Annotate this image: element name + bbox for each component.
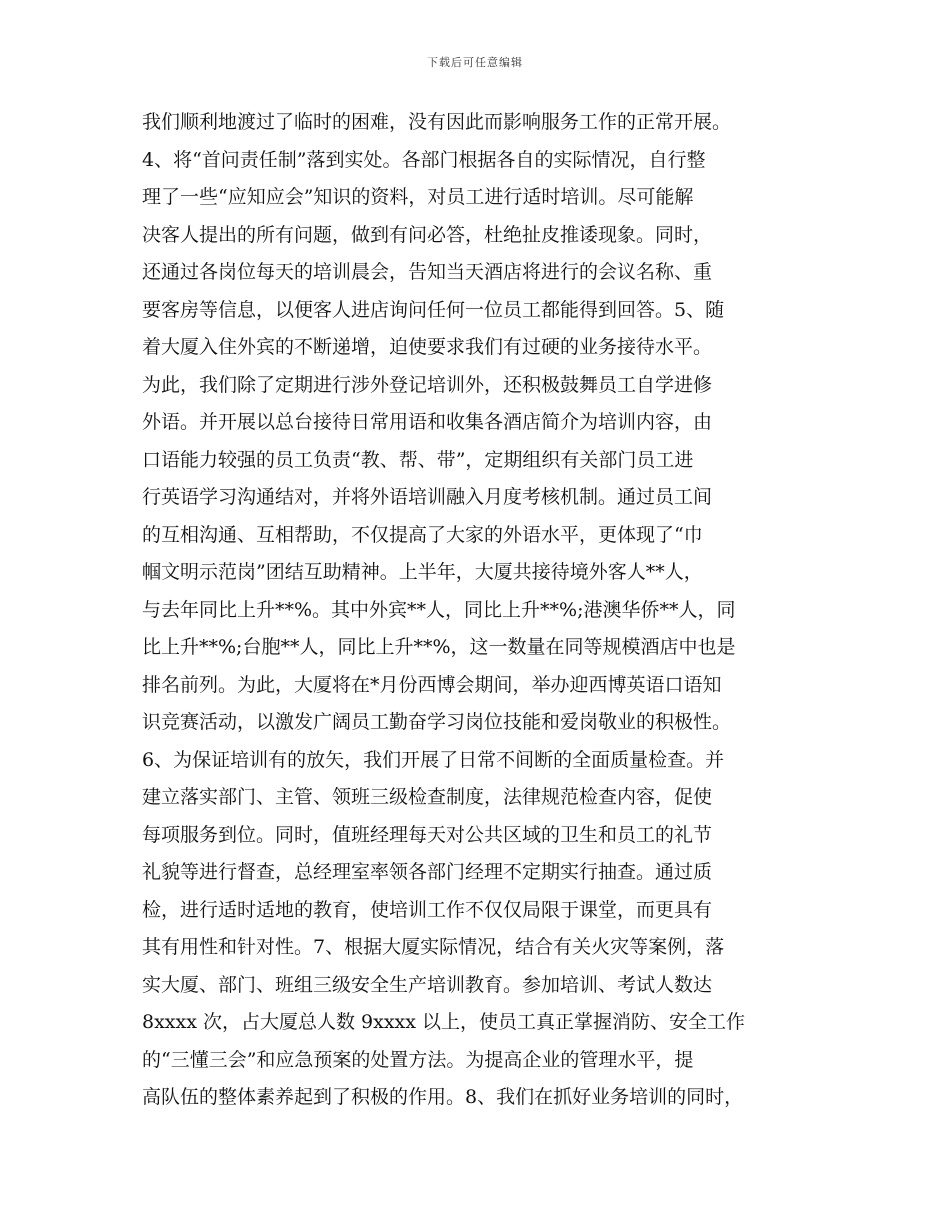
text-line: 与去年同比上升**%。其中外宾**人，同比上升**%;港澳华侨**人，同	[142, 598, 736, 621]
text-line: 实大厦、部门、班组三级安全生产培训教育。参加培训、考试人数达	[142, 973, 713, 996]
document-body	[142, 104, 814, 1117]
text-line: 我们顺利地渡过了临时的困难，没有因此而影响服务工作的正常开展。	[142, 111, 732, 133]
text-line: 的“三懂三会”和应急预案的处置方法。为提高企业的管理水平，提	[142, 1048, 694, 1071]
text-line: 8xxxx 次，占大厦总人数 9xxxx 以上，使员工真正掌握消防、安全工作	[142, 1011, 746, 1033]
text-line: 决客人提出的所有问题，做到有问必答，杜绝扯皮推诿现象。同时，	[142, 223, 713, 246]
text-line: 行英语学习沟通结对，并将外语培训融入月度考核机制。通过员工间	[142, 486, 713, 508]
text-line: 建立落实部门、主管、领班三级检查制度，法律规范检查内容，促使	[142, 786, 713, 808]
text-line: 的互相沟通、互相帮助，不仅提高了大家的外语水平，更体现了“巾	[142, 523, 703, 546]
text-line: 排名前列。为此，大厦将在*月份西博会期间，举办迎西博英语口语知	[142, 673, 722, 696]
text-line: 礼貌等进行督查，总经理室率领各部门经理不定期实行抽查。通过质	[142, 861, 713, 883]
text-line: 要客房等信息，以便客人进店询问任何一位员工都能得到回答。5、随	[142, 298, 725, 321]
text-line: 高队伍的整体素养起到了积极的作用。8、我们在抓好业务培训的同时，	[142, 1086, 744, 1108]
text-line: 还通过各岗位每天的培训晨会，告知当天酒店将进行的会议名称、重	[142, 261, 713, 283]
text-line: 其有用性和针对性。7、根据大厦实际情况，结合有关火灾等案例，落	[142, 936, 725, 958]
text-line: 外语。并开展以总台接待日常用语和收集各酒店简介为培训内容，由	[142, 411, 713, 433]
text-line: 每项服务到位。同时，值班经理每天对公共区域的卫生和员工的礼节	[142, 823, 713, 846]
text-line: 6、为保证培训有的放矢，我们开展了日常不间断的全面质量检查。并	[142, 748, 725, 771]
text-line: 理了一些“应知应会”知识的资料，对员工进行适时培训。尽可能解	[142, 186, 694, 208]
text-line: 检，进行适时适地的教育，使培训工作不仅仅局限于课堂，而更具有	[142, 898, 713, 921]
text-line: 口语能力较强的员工负责“教、帮、带”，定期组织有关部门员工进	[142, 448, 694, 471]
text-line: 帼文明示范岗”团结互助精神。上半年，大厦共接待境外客人**人，	[142, 561, 703, 583]
text-line: 为此，我们除了定期进行涉外登记培训外，还积极鼓舞员工自学进修	[142, 373, 713, 396]
text-line: 识竞赛活动，以激发广阔员工勤奋学习岗位技能和爱岗敬业的积极性。	[142, 711, 732, 733]
page-header: 下载后可任意编辑	[427, 56, 523, 69]
text-line: 比上升**%;台胞**人，同比上升**%，这一数量在同等规模酒店中也是	[142, 636, 736, 658]
text-line: 4、将“首问责任制”落到实处。各部门根据各自的实际情况，自行整	[142, 148, 706, 171]
text-line: 着大厦入住外宾的不断递增，迫使要求我们有过硬的业务接待水平。	[142, 336, 713, 358]
